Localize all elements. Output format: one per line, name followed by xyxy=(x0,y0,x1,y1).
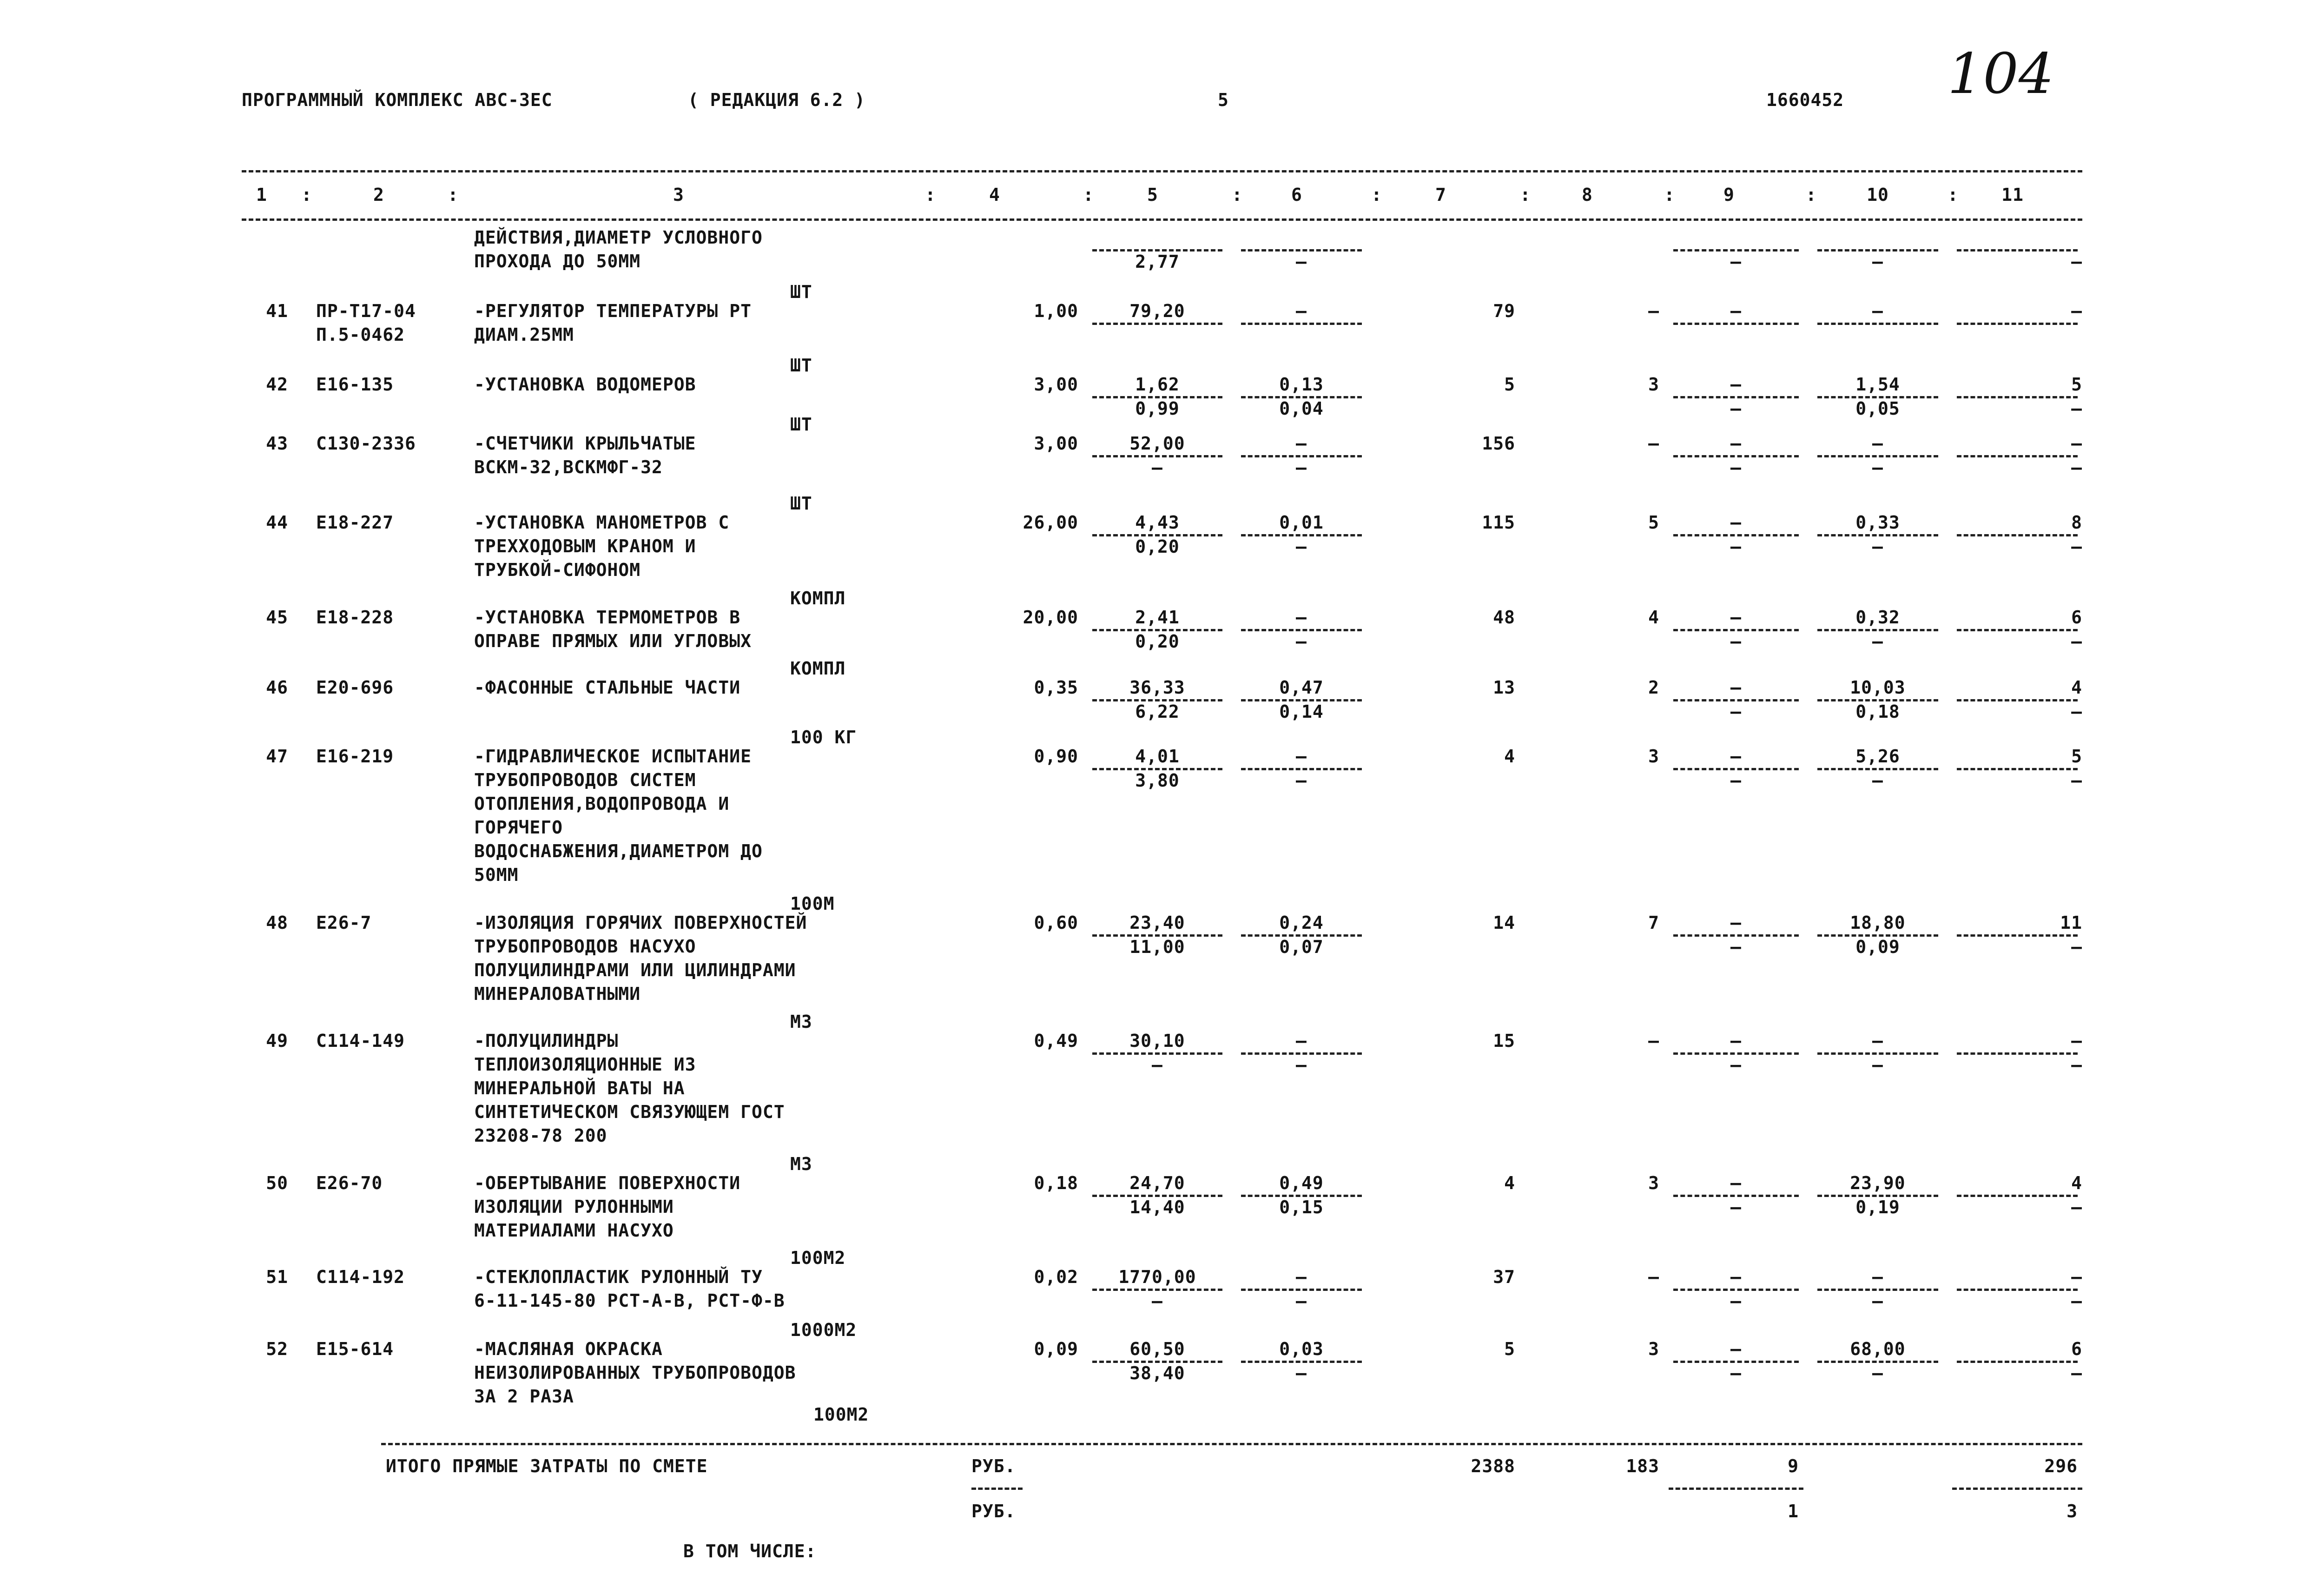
row-col8: – xyxy=(1648,433,1659,454)
row-c6-bottom: 0,15 xyxy=(1279,1197,1324,1217)
row-col8: – xyxy=(1648,301,1659,321)
row-c11-top: – xyxy=(2071,301,2082,321)
row-description: ИЗОЛЯЦИИ РУЛОННЫМИ xyxy=(474,1197,674,1217)
row-number: 47 xyxy=(266,746,288,767)
column-separator: : xyxy=(301,185,312,205)
row-c11-top: – xyxy=(2071,1267,2082,1287)
row-c9-top: – xyxy=(1730,374,1742,395)
row-c5-bottom: 2,77 xyxy=(1135,251,1180,272)
row-c6-top: 0,13 xyxy=(1279,374,1324,395)
row-number: 48 xyxy=(266,913,288,933)
row-c10-bottom: – xyxy=(1872,631,1883,652)
row-code: Е18-227 xyxy=(316,512,394,533)
row-c10-bottom: – xyxy=(1872,770,1883,791)
row-c9-bottom: – xyxy=(1730,1291,1742,1311)
row-c11-bottom: – xyxy=(2071,1291,2082,1311)
row-c9-bottom: – xyxy=(1730,1197,1742,1217)
row-description: ПРОХОДА ДО 50ММ xyxy=(474,251,641,271)
row-quantity: 0,35 xyxy=(1034,677,1078,698)
row-description: -СЧЕТЧИКИ КРЫЛЬЧАТЫЕ xyxy=(474,433,696,454)
row-quantity: 0,09 xyxy=(1034,1339,1078,1359)
row-c11-bottom: – xyxy=(2071,457,2082,478)
column-header-2: 2 xyxy=(373,185,384,205)
row-c6-bottom: 0,04 xyxy=(1279,398,1324,419)
row-description: ТРУБКОЙ-СИФОНОМ xyxy=(474,560,641,580)
total-col9: 9 xyxy=(1788,1456,1799,1476)
row-c10-bottom: – xyxy=(1872,457,1883,478)
row-c5-top: 4,01 xyxy=(1135,746,1180,767)
row-col7: 14 xyxy=(1493,913,1515,933)
row-c9-top: – xyxy=(1730,301,1742,321)
row-c6-top: 0,47 xyxy=(1279,677,1324,698)
document-code: 1660452 xyxy=(1766,90,1844,110)
row-description: -ИЗОЛЯЦИЯ ГОРЯЧИХ ПОВЕРХНОСТЕЙ xyxy=(474,913,807,933)
column-header-8: 8 xyxy=(1582,185,1593,205)
row-description: -УСТАНОВКА ТЕРМОМЕТРОВ В xyxy=(474,607,741,628)
row-number: 52 xyxy=(266,1339,288,1359)
row-number: 43 xyxy=(266,433,288,454)
row-c11-divider xyxy=(1957,768,2078,770)
row-unit: 1000М2 xyxy=(790,1320,857,1340)
row-c11-top: 8 xyxy=(2071,512,2082,533)
row-quantity: 20,00 xyxy=(1023,607,1078,628)
row-c10-top: 68,00 xyxy=(1850,1339,1906,1359)
row-col7: 4 xyxy=(1504,746,1515,767)
row-c10-top: 23,90 xyxy=(1850,1173,1906,1193)
total2-col9: 1 xyxy=(1788,1501,1799,1521)
row-description: 50ММ xyxy=(474,865,519,885)
page-number: 5 xyxy=(1218,90,1229,110)
row-c10-bottom: – xyxy=(1872,1291,1883,1311)
row-c6-top: – xyxy=(1296,1031,1307,1051)
row-c11-bottom: – xyxy=(2071,251,2082,272)
column-header-3: 3 xyxy=(673,185,684,205)
row-c11-bottom: – xyxy=(2071,1055,2082,1075)
total-label: ИТОГО ПРЯМЫЕ ЗАТРАТЫ ПО СМЕТЕ xyxy=(386,1456,708,1476)
row-c5-top: 1770,00 xyxy=(1118,1267,1196,1287)
total2-col11: 3 xyxy=(2067,1501,2078,1521)
row-c5-divider xyxy=(1092,323,1222,325)
row-c9-top: – xyxy=(1730,677,1742,698)
row-c9-bottom: – xyxy=(1730,937,1742,957)
row-quantity: 0,49 xyxy=(1034,1031,1078,1051)
row-c5-bottom: 11,00 xyxy=(1129,937,1185,957)
row-c11-divider xyxy=(1957,1361,2078,1363)
row-col7: 48 xyxy=(1493,607,1515,628)
row-col8: – xyxy=(1648,1267,1659,1287)
row-c6-bottom: – xyxy=(1296,770,1307,791)
total-col8: 183 xyxy=(1626,1456,1659,1476)
row-col8: 4 xyxy=(1648,607,1659,628)
row-code: С114-192 xyxy=(316,1267,405,1287)
total-col7: 2388 xyxy=(1471,1456,1515,1476)
row-c11-divider xyxy=(1957,396,2078,398)
row-c6-top: – xyxy=(1296,607,1307,628)
row-c5-bottom: 0,99 xyxy=(1135,398,1180,419)
row-c6-bottom: – xyxy=(1296,1363,1307,1383)
row-c10-bottom: 0,09 xyxy=(1855,937,1900,957)
row-c11-divider xyxy=(1957,1052,2078,1055)
row-c9-bottom: – xyxy=(1730,457,1742,478)
row-c9-bottom: – xyxy=(1730,251,1742,272)
column-header-5: 5 xyxy=(1147,185,1158,205)
row-c11-top: 5 xyxy=(2071,746,2082,767)
row-col7: 15 xyxy=(1493,1031,1515,1051)
row-c11-divider xyxy=(1957,629,2078,631)
column-separator: : xyxy=(1520,185,1531,205)
row-c11-divider xyxy=(1957,323,2078,325)
row-number: 42 xyxy=(266,374,288,395)
row-description: ТРУБОПРОВОДОВ НАСУХО xyxy=(474,936,696,957)
row-code: Е18-228 xyxy=(316,607,394,628)
total-col11: 296 xyxy=(2044,1456,2078,1476)
row-c10-top: 0,33 xyxy=(1855,512,1900,533)
row-c6-bottom: – xyxy=(1296,251,1307,272)
row-col7: 5 xyxy=(1504,374,1515,395)
row-code: С130-2336 xyxy=(316,433,416,454)
row-c6-bottom: – xyxy=(1296,457,1307,478)
row-c9-bottom: – xyxy=(1730,631,1742,652)
top-rule xyxy=(242,170,2082,172)
row-c5-bottom: 14,40 xyxy=(1129,1197,1185,1217)
row-quantity: 3,00 xyxy=(1034,374,1078,395)
row-code: Е26-70 xyxy=(316,1173,383,1193)
row-description: -МАСЛЯНАЯ ОКРАСКА xyxy=(474,1339,663,1359)
row-quantity: 3,00 xyxy=(1034,433,1078,454)
row-description: ДЕЙСТВИЯ,ДИАМЕТР УСЛОВНОГО xyxy=(474,227,763,248)
row-c5-top: 52,00 xyxy=(1129,433,1185,454)
row-c6-top: – xyxy=(1296,1267,1307,1287)
row-description: -ФАСОННЫЕ СТАЛЬНЫЕ ЧАСТИ xyxy=(474,677,741,698)
column-separator: : xyxy=(1083,185,1094,205)
row-c9-top: – xyxy=(1730,913,1742,933)
row-col8: 3 xyxy=(1648,374,1659,395)
row-c10-bottom: 0,19 xyxy=(1855,1197,1900,1217)
row-code: Е16-219 xyxy=(316,746,394,767)
row-c6-bottom: – xyxy=(1296,536,1307,557)
row-c5-bottom: – xyxy=(1152,457,1163,478)
row-c6-bottom: – xyxy=(1296,1291,1307,1311)
row-number: 46 xyxy=(266,677,288,698)
row-col8: – xyxy=(1648,1031,1659,1051)
row-quantity: 1,00 xyxy=(1034,301,1078,321)
row-description: -РЕГУЛЯТОР ТЕМПЕРАТУРЫ РТ xyxy=(474,301,752,321)
row-c6-bottom: – xyxy=(1296,1055,1307,1075)
column-header-1: 1 xyxy=(256,185,267,205)
row-unit: ШТ xyxy=(790,414,812,435)
row-c6-top: – xyxy=(1296,301,1307,321)
row-quantity: 26,00 xyxy=(1023,512,1078,533)
row-col7: 4 xyxy=(1504,1173,1515,1193)
row-number: 49 xyxy=(266,1031,288,1051)
row-c10-top: 0,32 xyxy=(1855,607,1900,628)
column-separator: : xyxy=(1371,185,1382,205)
row-description: ДИАМ.25ММ xyxy=(474,324,574,345)
row-quantity: 0,90 xyxy=(1034,746,1078,767)
row-c9-bottom: – xyxy=(1730,398,1742,419)
row-c6-top: 0,49 xyxy=(1279,1173,1324,1193)
row-c5-bottom: 6,22 xyxy=(1135,701,1180,722)
row-c10-bottom: – xyxy=(1872,251,1883,272)
in-that-label: В ТОМ ЧИСЛЕ: xyxy=(683,1541,817,1561)
row-description: -ГИДРАВЛИЧЕСКОЕ ИСПЫТАНИЕ xyxy=(474,746,752,767)
row-c10-bottom: – xyxy=(1872,1055,1883,1075)
row-quantity: 0,18 xyxy=(1034,1173,1078,1193)
row-c11-divider xyxy=(1957,1195,2078,1197)
row-c9-top: – xyxy=(1730,512,1742,533)
column-header-4: 4 xyxy=(989,185,1000,205)
column-header-10: 10 xyxy=(1867,185,1889,205)
program-title: ПРОГРАММНЫЙ КОМПЛЕКС АВС-3ЕС xyxy=(242,90,553,110)
row-c9-top: – xyxy=(1730,1031,1742,1051)
row-description: -УСТАНОВКА ВОДОМЕРОВ xyxy=(474,374,696,395)
row-description: ГОРЯЧЕГО xyxy=(474,817,563,838)
row-col7: 5 xyxy=(1504,1339,1515,1359)
row-c11-top: – xyxy=(2071,433,2082,454)
row-c6-top: 0,24 xyxy=(1279,913,1324,933)
row-c10-top: – xyxy=(1872,433,1883,454)
row-c11-top: – xyxy=(2071,1031,2082,1051)
row-c10-top: 10,03 xyxy=(1850,677,1906,698)
row-code: Е26-7 xyxy=(316,913,372,933)
row-c6-bottom: 0,07 xyxy=(1279,937,1324,957)
column-header-9: 9 xyxy=(1723,185,1735,205)
row-c10-bottom: – xyxy=(1872,536,1883,557)
row-description: СИНТЕТИЧЕСКОМ СВЯЗУЮЩЕМ ГОСТ xyxy=(474,1102,785,1122)
row-c11-bottom: – xyxy=(2071,1197,2082,1217)
column-separator: : xyxy=(1664,185,1675,205)
header-rule xyxy=(242,218,2082,221)
row-c11-top: 4 xyxy=(2071,1173,2082,1193)
row-c11-divider xyxy=(1957,934,2078,937)
row-c5-top: 60,50 xyxy=(1129,1339,1185,1359)
row-col8: 2 xyxy=(1648,677,1659,698)
total-rule xyxy=(381,1443,2082,1445)
row-code: ПР-Т17-04 xyxy=(316,301,416,321)
total-col9-underline xyxy=(1669,1488,1803,1490)
row-c10-top: – xyxy=(1872,301,1883,321)
row-c11-bottom: – xyxy=(2071,631,2082,652)
row-col7: 37 xyxy=(1493,1267,1515,1287)
row-c5-top: 79,20 xyxy=(1129,301,1185,321)
row-description: МАТЕРИАЛАМИ НАСУХО xyxy=(474,1220,674,1241)
row-c11-divider xyxy=(1957,534,2078,536)
row-col7: 115 xyxy=(1482,512,1515,533)
row-c11-bottom: – xyxy=(2071,701,2082,722)
row-code: Е20-696 xyxy=(316,677,394,698)
column-separator: : xyxy=(448,185,459,205)
row-c5-top: 2,41 xyxy=(1135,607,1180,628)
row-col8: 7 xyxy=(1648,913,1659,933)
row-description: -ОБЕРТЫВАНИЕ ПОВЕРХНОСТИ xyxy=(474,1173,741,1193)
row-c11-divider xyxy=(1957,699,2078,701)
row-c11-bottom: – xyxy=(2071,536,2082,557)
row-description: ТРЕХХОДОВЫМ КРАНОМ И xyxy=(474,536,696,556)
row-c9-top: – xyxy=(1730,1267,1742,1287)
row-c9-bottom: – xyxy=(1730,701,1742,722)
total-currency: РУБ. xyxy=(971,1456,1016,1476)
row-c11-top: 6 xyxy=(2071,1339,2082,1359)
row-description: -УСТАНОВКА МАНОМЕТРОВ С xyxy=(474,512,730,533)
row-description: ОПРАВЕ ПРЯМЫХ ИЛИ УГЛОВЫХ xyxy=(474,631,752,651)
row-unit: М3 xyxy=(790,1012,812,1032)
row-c6-top: 0,01 xyxy=(1279,512,1324,533)
column-separator: : xyxy=(925,185,936,205)
row-c10-divider xyxy=(1817,323,1938,325)
row-c11-top: 5 xyxy=(2071,374,2082,395)
row-code: Е15-614 xyxy=(316,1339,394,1359)
row-c5-top: 24,70 xyxy=(1129,1173,1185,1193)
row-quantity: 0,60 xyxy=(1034,913,1078,933)
row-c6-divider xyxy=(1241,323,1362,325)
column-separator: : xyxy=(1948,185,1959,205)
handwritten-page-number: 104 xyxy=(1948,42,2054,106)
column-separator: : xyxy=(1232,185,1243,205)
row-c9-top: – xyxy=(1730,1173,1742,1193)
row-col7: 79 xyxy=(1493,301,1515,321)
column-header-7: 7 xyxy=(1435,185,1446,205)
row-c11-bottom: – xyxy=(2071,398,2082,419)
row-c9-bottom: – xyxy=(1730,770,1742,791)
edition-label: ( РЕДАКЦИЯ 6.2 ) xyxy=(688,90,866,110)
row-unit: ШТ xyxy=(790,493,812,514)
row-unit: М3 xyxy=(790,1154,812,1174)
row-c6-bottom: – xyxy=(1296,631,1307,652)
row-c5-bottom: – xyxy=(1152,1291,1163,1311)
row-quantity: 0,02 xyxy=(1034,1267,1078,1287)
row-c9-bottom: – xyxy=(1730,536,1742,557)
row-c9-top: – xyxy=(1730,746,1742,767)
row-c11-top: 4 xyxy=(2071,677,2082,698)
row-c9-divider xyxy=(1673,323,1799,325)
row-c9-bottom: – xyxy=(1730,1055,1742,1075)
row-col8: 5 xyxy=(1648,512,1659,533)
row-c11-divider xyxy=(1957,1289,2078,1291)
row-number: 50 xyxy=(266,1173,288,1193)
row-description: 23208-78 200 xyxy=(474,1125,607,1146)
row-c10-bottom: – xyxy=(1872,1363,1883,1383)
row-description: ЗА 2 РАЗА xyxy=(474,1386,574,1407)
row-description: ТРУБОПРОВОДОВ СИСТЕМ xyxy=(474,770,696,790)
row-unit: ШТ xyxy=(790,355,812,376)
row-col8: 3 xyxy=(1648,746,1659,767)
row-number: 44 xyxy=(266,512,288,533)
row-c10-top: – xyxy=(1872,1031,1883,1051)
row-c5-top: 30,10 xyxy=(1129,1031,1185,1051)
row-c5-bottom: – xyxy=(1152,1055,1163,1075)
row-c6-bottom: 0,14 xyxy=(1279,701,1324,722)
row-c9-top: – xyxy=(1730,1339,1742,1359)
row-c11-bottom: – xyxy=(2071,937,2082,957)
row-c6-top: – xyxy=(1296,746,1307,767)
row-c10-bottom: 0,18 xyxy=(1855,701,1900,722)
row-col8: 3 xyxy=(1648,1173,1659,1193)
row-code: Е16-135 xyxy=(316,374,394,395)
column-header-6: 6 xyxy=(1291,185,1302,205)
tail-unit: 100М2 xyxy=(813,1404,869,1425)
row-description: ВОДОСНАБЖЕНИЯ,ДИАМЕТРОМ ДО xyxy=(474,841,763,861)
row-description: МИНЕРАЛОВАТНЫМИ xyxy=(474,984,641,1004)
row-c5-bottom: 0,20 xyxy=(1135,631,1180,652)
row-c5-bottom: 0,20 xyxy=(1135,536,1180,557)
row-c5-top: 23,40 xyxy=(1129,913,1185,933)
row-unit: КОМПЛ xyxy=(790,588,846,608)
row-c10-bottom: 0,05 xyxy=(1855,398,1900,419)
row-code: С114-149 xyxy=(316,1031,405,1051)
row-c11-top: 11 xyxy=(2060,913,2082,933)
row-col8: 3 xyxy=(1648,1339,1659,1359)
row-unit: 100 КГ xyxy=(790,727,857,747)
row-number: 45 xyxy=(266,607,288,628)
total-currency-underline xyxy=(971,1488,1023,1490)
row-c11-top: 6 xyxy=(2071,607,2082,628)
row-col7: 156 xyxy=(1482,433,1515,454)
row-c5-bottom: 3,80 xyxy=(1135,770,1180,791)
row-description: -ПОЛУЦИЛИНДРЫ xyxy=(474,1031,619,1051)
row-c6-top: – xyxy=(1296,433,1307,454)
row-c5-top: 36,33 xyxy=(1129,677,1185,698)
row-c11-bottom: – xyxy=(2071,770,2082,791)
row-c10-top: 1,54 xyxy=(1855,374,1900,395)
row-description: 6-11-145-80 РСТ-А-В, РСТ-Ф-В xyxy=(474,1290,785,1311)
row-c11-divider xyxy=(1957,249,2078,251)
row-c5-bottom: 38,40 xyxy=(1129,1363,1185,1383)
row-code: П.5-0462 xyxy=(316,324,405,345)
row-col7: 13 xyxy=(1493,677,1515,698)
total-col11-underline xyxy=(1952,1488,2082,1490)
row-c5-top: 4,43 xyxy=(1135,512,1180,533)
row-description: ПОЛУЦИЛИНДРАМИ ИЛИ ЦИЛИНДРАМИ xyxy=(474,960,796,980)
row-unit: 100М xyxy=(790,893,835,914)
column-separator: : xyxy=(1806,185,1817,205)
row-c9-bottom: – xyxy=(1730,1363,1742,1383)
row-c6-top: 0,03 xyxy=(1279,1339,1324,1359)
row-unit: 100М2 xyxy=(790,1248,846,1268)
row-number: 41 xyxy=(266,301,288,321)
row-c9-top: – xyxy=(1730,607,1742,628)
row-c10-top: 5,26 xyxy=(1855,746,1900,767)
row-description: НЕИЗОЛИРОВАННЫХ ТРУБОПРОВОДОВ xyxy=(474,1362,796,1383)
row-c10-top: – xyxy=(1872,1267,1883,1287)
row-unit: КОМПЛ xyxy=(790,658,846,679)
row-c11-divider xyxy=(1957,455,2078,457)
total2-currency: РУБ. xyxy=(971,1501,1016,1521)
column-header-11: 11 xyxy=(2001,185,2024,205)
row-unit: ШТ xyxy=(790,282,812,302)
row-description: МИНЕРАЛЬНОЙ ВАТЫ НА xyxy=(474,1078,685,1098)
row-description: ОТОПЛЕНИЯ,ВОДОПРОВОДА И xyxy=(474,794,730,814)
row-c10-top: 18,80 xyxy=(1850,913,1906,933)
row-description: ТЕПЛОИЗОЛЯЦИОННЫЕ ИЗ xyxy=(474,1054,696,1075)
row-c5-top: 1,62 xyxy=(1135,374,1180,395)
row-description: ВСКМ-32,ВСКМФГ-32 xyxy=(474,457,663,477)
row-number: 51 xyxy=(266,1267,288,1287)
row-description: -СТЕКЛОПЛАСТИК РУЛОННЫЙ ТУ xyxy=(474,1267,763,1287)
row-c9-top: – xyxy=(1730,433,1742,454)
row-c11-bottom: – xyxy=(2071,1363,2082,1383)
